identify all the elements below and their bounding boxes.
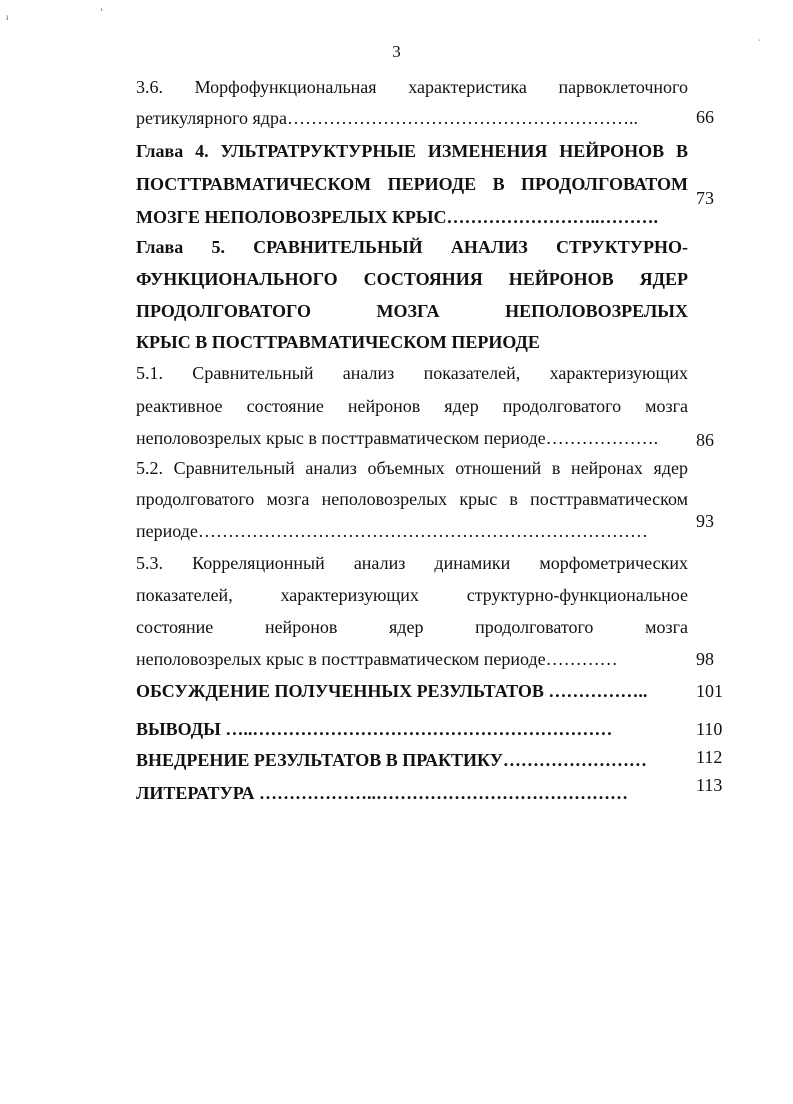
toc-page-number: 86 — [696, 430, 714, 450]
scan-speck: ´ — [758, 38, 761, 48]
scan-speck: ı — [6, 12, 9, 22]
toc-entry-5-3-line-4: неполовозрелых крыс в посттравматическом периоде………… — [136, 649, 618, 669]
toc-entry-5-2-line-2: продолговатого мозга неполовозрелых крыс в посттравматическом — [136, 489, 688, 509]
toc-entry-5-1-line-1: 5.1. Сравнительный анализ показателей, характеризующих — [136, 363, 688, 383]
toc-chapter-4-line-1: Глава 4. УЛЬТРАТРУКТУРНЫЕ ИЗМЕНЕНИЯ НЕЙРОНОВ В — [136, 141, 688, 161]
toc-chapter-5-line-1: Глава 5. СРАВНИТЕЛЬНЫЙ АНАЛИЗ СТРУКТУРНО- — [136, 237, 688, 257]
toc-entry-5-2-line-1: 5.2. Сравнительный анализ объемных отношений в нейронах ядер — [136, 458, 688, 478]
toc-page-number: 110 — [696, 719, 723, 739]
toc-entry-3-6-line-2: ретикулярного ядра………………………………………………….. — [136, 108, 638, 128]
toc-chapter-4-line-3: МОЗГЕ НЕПОЛОВОЗРЕЛЫХ КРЫС……………………..………. — [136, 207, 659, 227]
toc-chapter-4-line-2: ПОСТТРАВМАТИЧЕСКОМ ПЕРИОДЕ В ПРОДОЛГОВАТОМ — [136, 174, 688, 194]
toc-entry-5-1-line-3: неполовозрелых крыс в посттравматическом периоде………………. — [136, 428, 659, 448]
toc-literature: ЛИТЕРАТУРА ………………..…………………………………… — [136, 783, 628, 803]
toc-page-number: 113 — [696, 775, 723, 795]
toc-page-number: 98 — [696, 649, 714, 669]
toc-entry-3-6-line-1: 3.6. Морфофункциональная характеристика парвоклеточного — [136, 77, 688, 97]
toc-page-number: 101 — [696, 681, 723, 701]
page-number: 3 — [392, 42, 401, 61]
toc-entry-5-3-line-1: 5.3. Корреляционный анализ динамики морфометрических — [136, 553, 688, 573]
toc-entry-5-3-line-2: показателей, характеризующих структурно-функциональное — [136, 585, 688, 605]
toc-entry-5-2-line-3: периоде………………………………………………………………… — [136, 521, 648, 541]
toc-page-number: 93 — [696, 511, 714, 531]
toc-discussion: ОБСУЖДЕНИЕ ПОЛУЧЕННЫХ РЕЗУЛЬТАТОВ …………….. — [136, 681, 648, 701]
toc-page-number: 66 — [696, 107, 714, 127]
scan-speck: › — [100, 4, 103, 14]
toc-page-number: 112 — [696, 747, 723, 767]
toc-conclusions: ВЫВОДЫ …..…………………………………………………… — [136, 719, 613, 739]
toc-entry-5-3-line-3: состояние нейронов ядер продолговатого мозга — [136, 617, 688, 637]
toc-chapter-5-line-4: КРЫС В ПОСТТРАВМАТИЧЕСКОМ ПЕРИОДЕ — [136, 332, 540, 352]
toc-implementation: ВНЕДРЕНИЕ РЕЗУЛЬТАТОВ В ПРАКТИКУ…………………… — [136, 750, 647, 770]
toc-page-number: 73 — [696, 188, 714, 208]
toc-chapter-5-line-3: ПРОДОЛГОВАТОГО МОЗГА НЕПОЛОВОЗРЕЛЫХ — [136, 301, 688, 321]
toc-chapter-5-line-2: ФУНКЦИОНАЛЬНОГО СОСТОЯНИЯ НЕЙРОНОВ ЯДЕР — [136, 269, 688, 289]
toc-entry-5-1-line-2: реактивное состояние нейронов ядер продолговатого мозга — [136, 396, 688, 416]
